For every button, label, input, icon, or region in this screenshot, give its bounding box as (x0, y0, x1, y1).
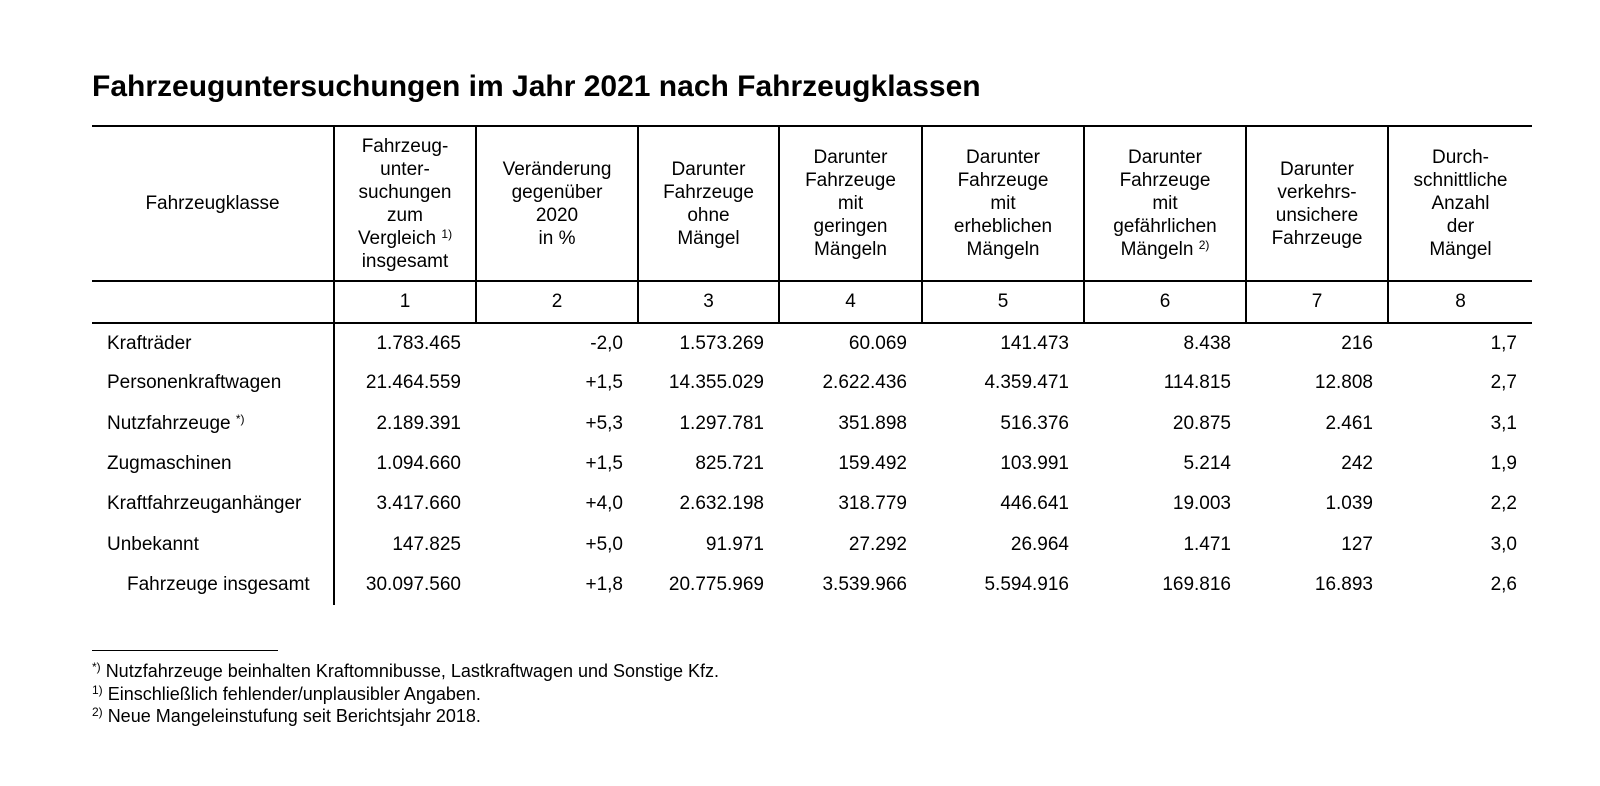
value-cell: 2.622.436 (822, 372, 907, 394)
footnote (92, 683, 719, 706)
value-cell: 2,2 (1490, 493, 1517, 515)
value-cell: 141.473 (1000, 333, 1069, 355)
header-line (481, 158, 633, 181)
header-line-text: verkehrs- (1277, 181, 1357, 203)
header-line-text: Durch- (1431, 147, 1489, 168)
footnote-text: Einschließlich fehlender/unplausibler Angaben. (107, 683, 481, 704)
value-cell: -2,0 (590, 333, 623, 355)
header-line-text: mit (1152, 193, 1178, 214)
value-cell: 1.039 (1325, 493, 1373, 515)
header-line-text: Darunter (1128, 147, 1202, 168)
header-line (643, 158, 774, 181)
footnote-marker: 1) (441, 226, 453, 241)
column-header-4 (779, 126, 922, 281)
total-row (92, 565, 1532, 605)
column-header-8 (1388, 126, 1532, 281)
header-line-text: Mängeln (966, 239, 1040, 260)
header-line-text: Mängeln (814, 239, 887, 260)
header-line-text: Fahrzeuge (663, 181, 754, 203)
header-line-text: geringen (813, 216, 888, 237)
value-cell: 2.189.391 (376, 412, 461, 434)
row-label: Nutzfahrzeuge (107, 412, 231, 434)
header-line (481, 204, 633, 227)
value-cell: 159.492 (838, 453, 907, 475)
header-line (339, 227, 471, 250)
value-cell: 169.816 (1162, 573, 1231, 595)
table-row (92, 404, 1532, 444)
header-line (1251, 158, 1383, 181)
header-line-text: unter- (380, 158, 430, 180)
value-cell: 16.893 (1314, 573, 1373, 595)
row-label: Zugmaschinen (107, 453, 232, 475)
column-number: 8 (1388, 281, 1532, 323)
value-cell: 1,9 (1490, 453, 1517, 475)
column-number-row (92, 281, 1532, 323)
header-line-text: mit (990, 193, 1016, 214)
header-line (481, 181, 633, 204)
footnote-marker: 2) (92, 705, 103, 719)
value-cell: 2.632.198 (679, 493, 764, 515)
header-line-text: in % (538, 227, 576, 249)
statistics-table (92, 125, 1532, 605)
header-line-text: gefährlichen (1113, 216, 1217, 237)
value-cell: 12.808 (1314, 372, 1373, 394)
row-label: Krafträder (107, 333, 192, 355)
header-line (643, 227, 774, 250)
header-line (1089, 215, 1241, 238)
column-header-2 (476, 126, 638, 281)
header-line-text: mit (837, 193, 864, 214)
header-line (927, 192, 1079, 215)
header-row (92, 126, 1532, 281)
header-line-text: Fahrzeuge (1271, 227, 1363, 249)
column-header-6 (1084, 126, 1246, 281)
row-label-cell (92, 404, 334, 444)
header-line-text: Darunter (1280, 158, 1354, 180)
value-cell: 1,7 (1490, 333, 1517, 355)
value-cell: 516.376 (1000, 412, 1069, 434)
value-cell: 4.359.471 (984, 372, 1069, 394)
row-label: Fahrzeuge insgesamt (127, 573, 310, 595)
column-number: 2 (476, 281, 638, 323)
header-line-text: Veränderung (502, 158, 612, 180)
value-cell: 242 (1341, 453, 1373, 475)
value-cell: 3.417.660 (376, 493, 461, 515)
header-line-text: Fahrzeugklasse (145, 193, 280, 214)
value-cell: 114.815 (1163, 372, 1231, 394)
value-cell: 1.573.269 (679, 333, 764, 355)
footnote-text: Neue Mangeleinstufung seit Berichtsjahr 2018. (107, 706, 481, 726)
row-label-cell (92, 444, 334, 484)
header-line-text: ohne (687, 204, 730, 226)
value-cell: 30.097.560 (365, 573, 461, 595)
header-fahrzeugklasse (92, 126, 334, 281)
header-line (1393, 146, 1528, 169)
column-number: 6 (1084, 281, 1246, 323)
header-line-text: 2020 (535, 204, 579, 226)
value-cell: 216 (1341, 333, 1373, 355)
header-line (1089, 192, 1241, 215)
value-cell: 127 (1341, 533, 1373, 555)
header-line-text: Fahrzeuge (957, 170, 1049, 191)
footnotes (92, 660, 719, 728)
value-cell: 8.438 (1183, 333, 1231, 355)
value-cell: 27.292 (848, 533, 907, 555)
header-line (1251, 227, 1383, 250)
header-line (339, 204, 471, 227)
value-cell: +5,3 (585, 412, 623, 434)
footnote-marker: 2) (1198, 238, 1210, 252)
value-cell: 3,1 (1490, 412, 1517, 434)
value-cell: 1.094.660 (376, 453, 461, 475)
header-line (1251, 204, 1383, 227)
value-cell: 60.069 (848, 333, 907, 355)
header-line-text: Anzahl (1431, 193, 1490, 214)
header-line-text: Vergleich (357, 227, 437, 249)
header-line (339, 181, 471, 204)
value-cell: +1,8 (585, 573, 623, 595)
row-label: Personenkraftwagen (107, 372, 282, 394)
header-line (339, 250, 471, 273)
empty-cell (92, 281, 334, 323)
table-body (92, 323, 1532, 605)
header-line-text: gegenüber (511, 181, 603, 203)
footnote (92, 705, 719, 728)
header-line (784, 192, 917, 215)
row-label-cell (92, 484, 334, 524)
table-row (92, 524, 1532, 564)
value-cell: 1.297.781 (679, 412, 764, 434)
header-line-text: schnittliche (1413, 170, 1508, 191)
value-cell: 3,0 (1490, 533, 1517, 555)
value-cell: 1.471 (1183, 533, 1231, 555)
footnote-marker: *) (235, 411, 245, 426)
column-header-1 (334, 126, 476, 281)
value-cell: 103.991 (1000, 453, 1069, 475)
header-line-text: erheblichen (953, 216, 1053, 237)
header-line-text: Darunter (671, 158, 746, 180)
header-line (481, 227, 633, 250)
header-line (784, 169, 917, 192)
footnote-marker: 1) (92, 682, 103, 697)
value-cell: 20.775.969 (668, 573, 764, 595)
header-line (1089, 146, 1241, 169)
header-line (784, 146, 917, 169)
header-line (1393, 192, 1528, 215)
header-line-text: zum (387, 204, 423, 226)
table-header (92, 126, 1532, 323)
value-cell: 3.539.966 (822, 573, 907, 595)
footnote-text: Nutzfahrzeuge beinhalten Kraftomnibusse, Lastkraftwagen und Sonstige Kfz. (105, 661, 720, 681)
value-cell: +1,5 (585, 453, 623, 475)
column-number: 1 (334, 281, 476, 323)
value-cell: 5.594.916 (984, 573, 1069, 595)
header-line (96, 192, 329, 215)
header-line (1089, 238, 1241, 261)
header-line-text: Fahrzeuge (1119, 170, 1211, 191)
header-line-text: Fahrzeuge (805, 170, 896, 191)
column-number: 7 (1246, 281, 1388, 323)
column-header-5 (922, 126, 1084, 281)
header-line (927, 169, 1079, 192)
header-line-text: Mängeln (1120, 239, 1194, 260)
header-line-text: der (1446, 216, 1475, 237)
column-header-7 (1246, 126, 1388, 281)
row-label-cell (92, 363, 334, 403)
table-row (92, 484, 1532, 524)
value-cell: 2,6 (1490, 573, 1517, 595)
header-line (784, 215, 917, 238)
value-cell: 351.898 (838, 412, 907, 434)
row-label: Unbekannt (107, 533, 199, 555)
header-line (1393, 169, 1528, 192)
value-cell: 14.355.029 (668, 372, 764, 394)
header-line (339, 135, 471, 158)
header-line (784, 238, 917, 261)
column-number: 4 (779, 281, 922, 323)
header-line (643, 181, 774, 204)
value-cell: +4,0 (585, 493, 623, 515)
row-label: Kraftfahrzeuganhänger (107, 493, 302, 515)
header-line-text: Mängel (677, 227, 740, 249)
header-line (927, 215, 1079, 238)
value-cell: 5.214 (1183, 453, 1231, 475)
column-header-3 (638, 126, 779, 281)
header-line-text: suchungen (358, 181, 452, 203)
row-label-cell (92, 524, 334, 564)
value-cell: 26.964 (1010, 533, 1069, 555)
header-line-text: Darunter (966, 147, 1040, 168)
value-cell: 91.971 (705, 533, 764, 555)
value-cell: 1.783.465 (376, 333, 461, 355)
table-row (92, 444, 1532, 484)
value-cell: +5,0 (585, 533, 623, 555)
header-line-text: insgesamt (361, 250, 449, 272)
header-line (1393, 215, 1528, 238)
header-line (927, 238, 1079, 261)
value-cell: 446.641 (1000, 493, 1069, 515)
value-cell: 2.461 (1325, 412, 1373, 434)
header-line-text: Mängel (1429, 239, 1492, 260)
footnote-divider (92, 650, 278, 651)
header-line (1089, 169, 1241, 192)
column-number: 3 (638, 281, 779, 323)
table-row (92, 363, 1532, 403)
value-cell: +1,5 (585, 372, 623, 394)
footnote-marker: *) (92, 660, 101, 674)
value-cell: 20.875 (1172, 412, 1231, 434)
column-number: 5 (922, 281, 1084, 323)
value-cell: 147.825 (392, 533, 461, 555)
table-row (92, 323, 1532, 363)
footnote (92, 660, 719, 683)
page-title: Fahrzeuguntersuchungen im Jahr 2021 nach Fahrzeugklassen (92, 70, 981, 103)
header-line-text: Fahrzeug- (361, 135, 449, 157)
value-cell: 19.003 (1172, 493, 1231, 515)
row-label-cell (92, 323, 334, 363)
header-line (1251, 181, 1383, 204)
header-line (643, 204, 774, 227)
row-label-cell (92, 565, 334, 605)
value-cell: 318.779 (838, 493, 907, 515)
header-line-text: Darunter (813, 147, 888, 168)
value-cell: 2,7 (1490, 372, 1517, 394)
header-line (927, 146, 1079, 169)
header-line (339, 158, 471, 181)
value-cell: 21.464.559 (365, 372, 461, 394)
value-cell: 825.721 (695, 453, 764, 475)
header-line (1393, 238, 1528, 261)
header-line-text: unsichere (1275, 204, 1359, 226)
